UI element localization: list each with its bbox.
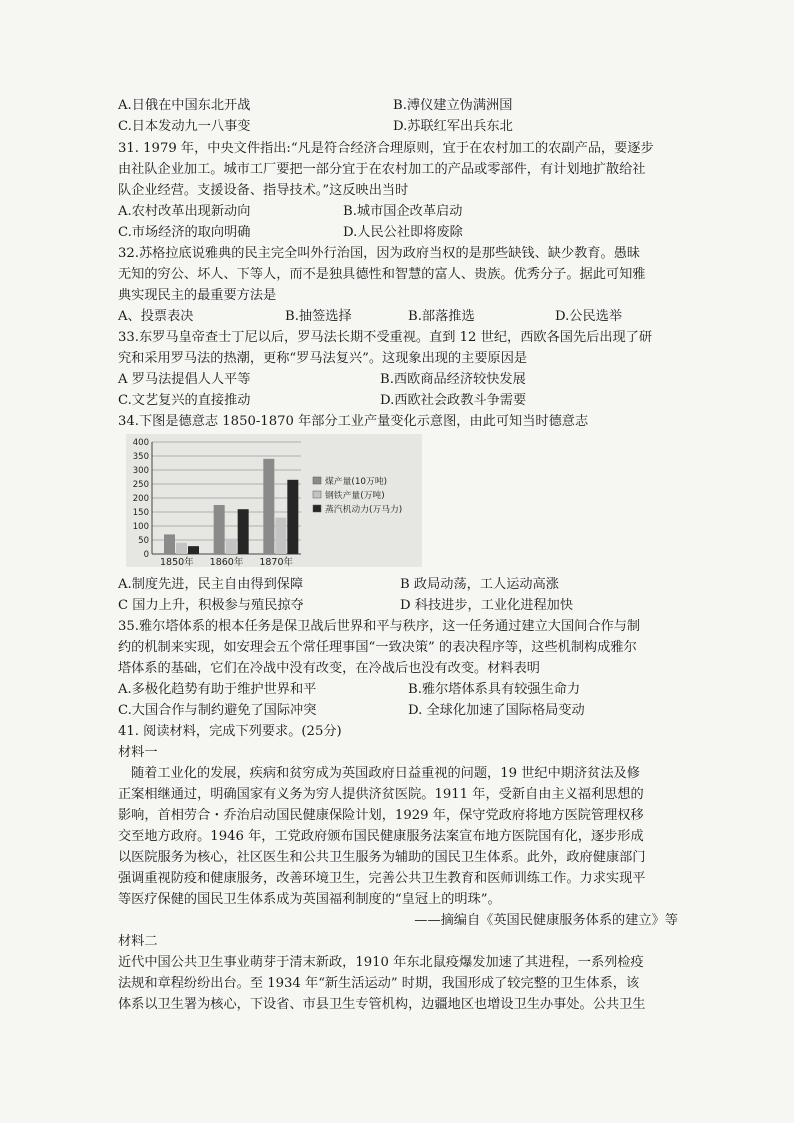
q32-option-c[interactable]: B.部落推选 xyxy=(408,309,475,324)
material-two-line: 法规和章程纷纷出台。至 1934 年“新生活运动” 时期，我国形成了较完整的卫生体系，该 xyxy=(118,976,640,991)
q31-stem-line: 由社队企业加工。城市工厂要把一部分宜于在农村加工的产品或零部件，有计划地扩散给社 xyxy=(118,162,646,177)
material-two-line: 近代中国公共卫生事业萌芽于清末新政，1910 年东北鼠疫爆发加速了其进程，一系列检疫 xyxy=(118,955,644,970)
material-two-line: 体系以卫生署为核心，下设省、市县卫生专管机构，边疆地区也增设卫生办事处。公共卫生 xyxy=(118,997,646,1012)
x-tick-label: 1870年 xyxy=(259,557,294,567)
q31-option-c[interactable]: C.市场经济的取向明确 xyxy=(118,225,251,240)
industry-output-chart xyxy=(126,434,422,567)
bar-1-0 xyxy=(214,505,225,554)
y-tick-label: 0 xyxy=(143,550,149,560)
q35-option-b[interactable]: B.雅尔塔体系具有较强生命力 xyxy=(408,682,581,697)
q34-option-b[interactable]: B 政局动荡，工人运动高涨 xyxy=(400,577,559,592)
y-tick-label: 250 xyxy=(132,480,149,490)
q34-option-a[interactable]: A.制度先进，民主自由得到保障 xyxy=(118,577,304,592)
q35-stem-line: 约的机制来实现，如安理会五个常任理事国“一致决策” 的表决程序等，这些机制构成雅尔 xyxy=(118,640,637,655)
q32-stem-line: 32.苏格拉底说雅典的民主完全叫外行治国，因为政府当权的是那些缺钱、缺少教育。愚昧 xyxy=(118,246,641,261)
q31-stem-line: 31. 1979 年，中央文件指出:“凡是符合经济合理原则，宜于在农村加工的农副产品，要逐步 xyxy=(118,141,654,156)
bar-1-1 xyxy=(226,539,237,554)
q30-option-a[interactable]: A.日俄在中国东北开战 xyxy=(118,98,251,113)
q32-option-d[interactable]: D.公民选举 xyxy=(555,309,623,324)
q33-stem-line: 33.东罗马皇帝查士丁尼以后，罗马法长期不受重视。直到 12 世纪，西欧各国先后出现了研 xyxy=(118,330,653,345)
legend-swatch xyxy=(313,491,321,498)
q31-option-b[interactable]: B.城市国企改革启动 xyxy=(343,204,463,219)
q33-option-b[interactable]: B.西欧商品经济较快发展 xyxy=(380,372,526,387)
x-tick-label: 1850年 xyxy=(159,557,194,567)
y-tick-label: 200 xyxy=(132,494,149,504)
material-one-line: 随着工业化的发展，疾病和贫穷成为英国政府日益重视的问题，19 世纪中期济贫法及修 xyxy=(131,766,640,781)
bar-0-2 xyxy=(188,546,199,554)
legend-label: 蒸汽机动力(万马力) xyxy=(325,505,403,515)
q31-stem-line: 队企业经营。支援设备、指导技术。”这反映出当时 xyxy=(118,183,409,198)
q30-option-b[interactable]: B.溥仪建立伪满洲国 xyxy=(393,98,513,113)
x-tick-label: 1860年 xyxy=(209,557,244,567)
y-tick-label: 100 xyxy=(132,522,149,532)
q31-option-a[interactable]: A.农村改革出现新动向 xyxy=(118,204,251,219)
q41-title: 41. 阅读材料，完成下列要求。(25分) xyxy=(118,724,342,739)
material-one-line: 影响，首相劳合・乔治启动国民健康保险计划，1929 年，保守党政府将地方医院管理权移 xyxy=(118,808,644,823)
y-tick-label: 50 xyxy=(138,536,149,546)
y-tick-label: 300 xyxy=(132,466,149,476)
q34-stem-line: 34.下图是德意志 1850-1870 年部分工业产量变化示意图，由此可知当时德意志 xyxy=(118,414,589,429)
q30-option-d[interactable]: D.苏联红军出兵东北 xyxy=(393,119,513,134)
material-one-line: 交至地方政府。1946 年，工党政府颁布国民健康服务法案宣布地方医院国有化，逐步形成 xyxy=(118,829,644,844)
q35-stem-line: 35.雅尔塔体系的根本任务是保卫战后世界和平与秩序，这一任务通过建立大国间合作与制 xyxy=(118,619,641,634)
q33-option-a[interactable]: A 罗马法提倡人人平等 xyxy=(118,372,251,387)
q35-option-d[interactable]: D. 全球化加速了国际格局变动 xyxy=(408,703,585,718)
q32-stem-line: 典实现民主的最重要方法是 xyxy=(118,288,277,303)
q31-option-d[interactable]: D.人民公社即将废除 xyxy=(343,225,463,240)
bar-0-1 xyxy=(176,543,187,554)
bar-1-2 xyxy=(238,509,249,554)
bar-2-0 xyxy=(263,459,274,554)
legend-label: 煤产量(10万吨) xyxy=(325,477,388,487)
q30-option-c[interactable]: C.日本发动九一八事变 xyxy=(118,119,251,134)
legend-swatch xyxy=(313,505,321,512)
material-one-line: 强调重视防疫和健康服务，改善环境卫生，完善公共卫生教育和医师训练工作。力求实现平 xyxy=(118,871,646,886)
material-one-source: ——摘编自《英国民健康服务体系的建立》等 xyxy=(414,913,678,928)
q32-option-a[interactable]: A、投票表决 xyxy=(118,309,194,324)
material-one-line: 以医院服务为核心，社区医生和公共卫生服务为辅助的国民卫生体系。此外，政府健康部门 xyxy=(118,850,646,865)
material-two-title: 材料二 xyxy=(118,934,158,949)
q35-option-c[interactable]: C.大国合作与制约避免了国际冲突 xyxy=(118,703,317,718)
bar-0-0 xyxy=(164,534,175,554)
material-one-line: 等医疗保健的国民卫生体系成为英国福利制度的“皇冠上的明珠”。 xyxy=(118,892,501,907)
q35-stem-line: 塔体系的基础，它们在冷战中没有改变，在冷战后也没有改变。材料表明 xyxy=(118,661,540,676)
q33-stem-line: 究和采用罗马法的热潮，更称“罗马法复兴”。这现象出现的主要原因是 xyxy=(118,351,528,366)
material-one-title: 材料一 xyxy=(118,745,158,760)
q33-option-d[interactable]: D.西欧社会政教斗争需要 xyxy=(380,393,527,408)
q32-stem-line: 无知的穷公、坏人、下等人，而不是独具德性和智慧的富人、贵族。优秀分子。据此可知雅 xyxy=(118,267,646,282)
q33-option-c[interactable]: C.文艺复兴的直接推动 xyxy=(118,393,251,408)
q35-option-a[interactable]: A.多极化趋势有助于维护世界和平 xyxy=(118,682,317,697)
chart-svg xyxy=(126,434,422,567)
bar-2-2 xyxy=(287,480,298,554)
q34-option-d[interactable]: D 科技进步，工业化进程加快 xyxy=(400,598,574,613)
bar-2-1 xyxy=(275,518,286,554)
y-tick-label: 400 xyxy=(132,438,149,448)
legend-label: 钢铁产量(万吨) xyxy=(325,491,385,501)
q34-option-c[interactable]: C 国力上升，积极参与殖民掠夺 xyxy=(118,598,304,613)
q32-option-b[interactable]: B.抽签选择 xyxy=(285,309,352,324)
material-one-line: 正案相继通过，明确国家有义务为穷人提供济贫医院。1911 年，受新自由主义福利思想的 xyxy=(118,787,644,802)
y-tick-label: 350 xyxy=(132,452,149,462)
legend-swatch xyxy=(313,477,321,484)
y-tick-label: 150 xyxy=(132,508,149,518)
